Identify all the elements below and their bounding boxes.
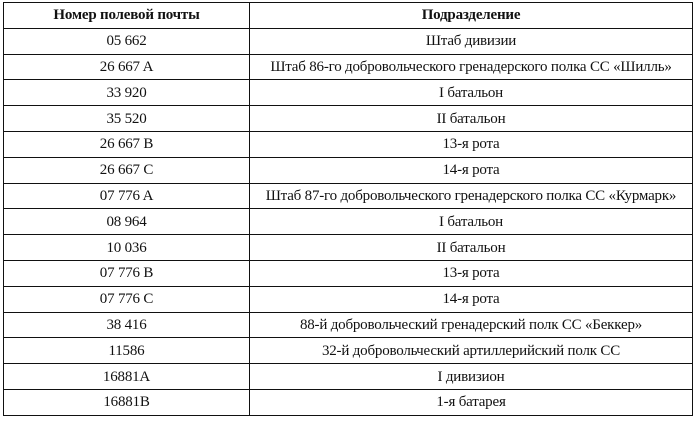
table-row [4,364,693,390]
cell-field-post-number: 35 520 [4,106,250,132]
cell-field-post-number: 26 667 A [4,54,250,80]
cell-field-post-number: 26 667 C [4,157,250,183]
cell-unit: I дивизион [250,364,693,390]
cell-field-post-number: 05 662 [4,28,250,54]
table-row [4,312,693,338]
table-row [4,260,693,286]
cell-unit: 13-я рота [250,260,693,286]
cell-field-post-number: 16881A [4,364,250,390]
cell-field-post-number: 11586 [4,338,250,364]
cell-unit: I батальон [250,80,693,106]
cell-field-post-number: 16881B [4,389,250,415]
table-row [4,209,693,235]
field-post-table-container [3,2,692,416]
cell-unit: Штаб 86-го добровольческого гренадерского полка СС «Шилль» [250,54,693,80]
table-row [4,338,693,364]
table-row [4,235,693,261]
cell-unit: Штаб дивизии [250,28,693,54]
cell-unit: 32-й добровольческий артиллерийский полк СС [250,338,693,364]
cell-field-post-number: 07 776 B [4,260,250,286]
cell-unit: II батальон [250,235,693,261]
table-row [4,28,693,54]
cell-unit: 14-я рота [250,157,693,183]
cell-field-post-number: 38 416 [4,312,250,338]
table-row [4,286,693,312]
cell-unit: 88-й добровольческий гренадерский полк СС «Беккер» [250,312,693,338]
header-unit: Подразделение [250,3,693,29]
cell-unit: 1-я батарея [250,389,693,415]
table-row [4,131,693,157]
table-row [4,157,693,183]
cell-unit: 13-я рота [250,131,693,157]
table-row [4,183,693,209]
table-row [4,54,693,80]
cell-unit: I батальон [250,209,693,235]
cell-field-post-number: 08 964 [4,209,250,235]
field-post-table [3,2,693,416]
table-row [4,389,693,415]
table-row [4,106,693,132]
cell-field-post-number: 26 667 B [4,131,250,157]
table-header-row [4,3,693,29]
table-row [4,80,693,106]
cell-unit: 14-я рота [250,286,693,312]
cell-field-post-number: 33 920 [4,80,250,106]
cell-unit: II батальон [250,106,693,132]
cell-field-post-number: 10 036 [4,235,250,261]
cell-unit: Штаб 87-го добровольческого гренадерского полка СС «Курмарк» [250,183,693,209]
cell-field-post-number: 07 776 A [4,183,250,209]
header-field-post-number: Номер полевой почты [4,3,250,29]
cell-field-post-number: 07 776 C [4,286,250,312]
